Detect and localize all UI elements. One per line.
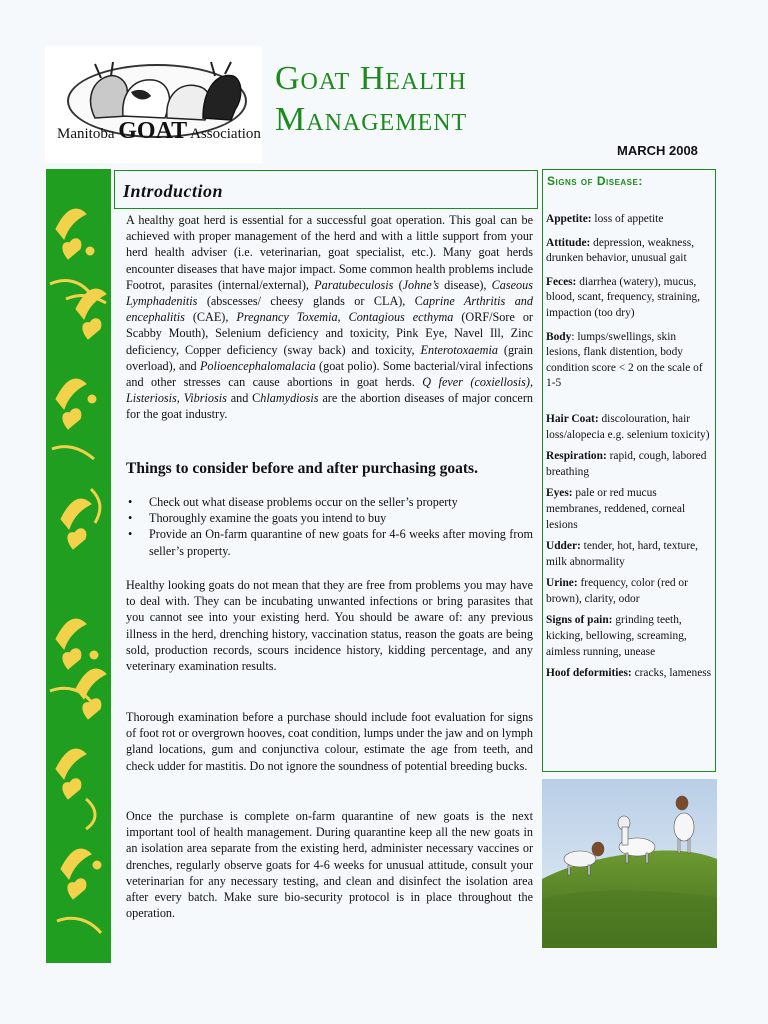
list-item: • Thoroughly examine the goats you intend to buy xyxy=(126,510,533,526)
paragraph-text: Healthy looking goats do not mean that they are free from problems you may have to deal with. They can be incubating unwanted infections or bring parasites that you cannot see into your existing herd. You should be aware of: any previous illness in the herd, drenching history, vaccination status, reason the goats are being sold, production records, scours incidence history, kidding percentage, and any veterinary examination results. xyxy=(126,578,533,674)
text-run: (ORF/Sore or Scabby Mouth), Selenium deficiency and toxicity, Pink Eye, Navel Ill, Zinc deficiency, Copper deficiency (sway back) and toxicity, xyxy=(126,310,533,357)
paragraph-text: Once the purchase is complete on-farm quarantine of new goats is the next important tool of health management. During quarantine keep all the new goats in an isolation area separate from the existing herd, administer necessary vaccines or drenches, regularly observe goats for 4-6 weeks for unusual attitude, consult your veterinarian for any necessary testing, and clean and disinfect the isolation area after every batch. Make sure bio-security protocol is in place throughout the operation. xyxy=(126,809,533,921)
logo-text-main: GOAT xyxy=(118,118,188,144)
sidebar-item-text: discolouration, hair loss/alopecia e.g. selenium toxicity) xyxy=(546,412,710,441)
introduction-text xyxy=(126,212,533,423)
paragraph-examination xyxy=(126,709,533,774)
issue-date: MARCH 2008 xyxy=(617,143,698,158)
introduction-heading: Introduction xyxy=(123,181,224,201)
paragraph-healthy-looking xyxy=(126,577,533,674)
sidebar-item-text: loss of appetite xyxy=(591,213,664,225)
sidebar-item-label: Body xyxy=(546,330,572,343)
goats-on-hill-photo xyxy=(542,779,717,948)
logo-text xyxy=(57,118,261,145)
page-title-line1: Goat Health xyxy=(275,60,467,97)
list-item: • Provide an On-farm quarantine of new goats for 4-6 weeks after moving from seller’s property. xyxy=(126,526,533,558)
sidebar-item-respiration xyxy=(546,449,712,480)
sidebar-item-body xyxy=(546,330,712,392)
logo-text-prefix: Manitoba xyxy=(57,126,115,142)
decorative-side-bar xyxy=(46,169,111,963)
text-run: and C xyxy=(226,391,261,406)
sidebar-item-label: Eyes: xyxy=(546,487,573,500)
sidebar-item-text: cracks, lameness xyxy=(631,667,712,680)
sidebar-item-label: Respiration: xyxy=(546,450,607,463)
italic-term: Polioencephalomalacia xyxy=(199,358,316,373)
sidebar-item-label: Attitude: xyxy=(546,236,591,249)
introduction-heading-box xyxy=(114,170,538,209)
sidebar-item-hoof-deformities xyxy=(546,666,712,682)
goats-photo-image xyxy=(542,779,717,948)
section-heading: Things to consider before and after purchasing goats. xyxy=(126,460,478,477)
sidebar-item-udder xyxy=(546,539,712,570)
italic-term: Pregnancy Toxemia, Contagious ecthyma xyxy=(236,310,454,325)
italic-term: Caseous Lymphadenitis xyxy=(126,277,533,309)
paragraph-quarantine xyxy=(126,808,533,921)
sidebar-item-label: Hoof deformities: xyxy=(546,667,632,680)
text-run: disease), xyxy=(438,277,492,292)
sidebar-item-label: Udder: xyxy=(546,540,581,553)
sidebar-item-urine xyxy=(546,576,712,607)
sidebar-item-label: Urine: xyxy=(546,577,578,590)
sidebar-items xyxy=(546,212,712,682)
sidebar-item-label: Hair Coat: xyxy=(546,412,599,425)
list-item: • Check out what disease problems occur on the seller’s property xyxy=(126,494,533,510)
sidebar-item-text: rapid, cough, labored breathing xyxy=(546,450,707,478)
association-logo xyxy=(45,46,262,163)
introduction-paragraph xyxy=(126,212,533,423)
sidebar-item-appetite xyxy=(546,212,712,228)
sidebar-item-text: tender, hot, hard, texture, milk abnormality xyxy=(546,540,699,568)
sidebar-item-label: Signs of pain: xyxy=(546,614,613,627)
sidebar-item-hair-coat xyxy=(546,412,712,443)
page-title-line2: Management xyxy=(275,101,468,138)
sidebar-item-text: : lumps/swellings, skin lesions, flank distention, body condition score < 2 on the scale of 1-5 xyxy=(546,330,703,390)
italic-term: Paratubeculosis xyxy=(314,277,394,292)
text-run: ( xyxy=(393,277,403,292)
sidebar-item-feces xyxy=(546,275,712,322)
floral-ornament-icon xyxy=(46,169,111,963)
text-run: are the abortion diseases of major concern for the goat industry. xyxy=(126,391,533,422)
purchase-checklist xyxy=(126,494,533,559)
text-run: (grain overload), and xyxy=(126,342,534,373)
italic-term: Q fever (coxiellosis), Listeriosis, Vibriosis xyxy=(126,375,533,406)
italic-term: aprine Arthritis and encephalitis xyxy=(126,294,533,325)
sidebar-item-attitude xyxy=(546,236,712,267)
sidebar-item-text: diarrhea (watery), mucus, blood, scant, frequency, straining, impaction (too dry) xyxy=(546,275,700,319)
sidebar-item-signs-of-pain xyxy=(546,613,712,660)
sidebar-item-label: Appetite: xyxy=(546,213,592,225)
signs-of-disease-sidebar xyxy=(542,169,716,772)
sidebar-item-text: depression, weakness, drunken behavior, unusual gait xyxy=(546,236,695,265)
sidebar-item-text: frequency, color (red or brown), clarity, odor xyxy=(546,577,688,605)
sidebar-item-label: Feces: xyxy=(546,275,577,288)
paragraph-text: Thorough examination before a purchase should include foot evaluation for signs of foot rot or overgrown hooves, coat condition, lumps under the jaw and on lymph gland locations, gum and conjunctiva colour, estimate the age from teeth, and check udder for mastitis. Do not ignore the soundness of potential breeding bucks. xyxy=(126,710,533,773)
italic-term: Johne’s xyxy=(402,277,439,292)
text-run: (CAE), xyxy=(184,310,237,325)
sidebar-item-eyes xyxy=(546,486,712,533)
sidebar-title: Signs of Disease: xyxy=(547,174,643,188)
logo-text-suffix: Association xyxy=(190,126,261,142)
text-run: (abscesses/ cheesy glands or CLA), C xyxy=(197,294,423,309)
sidebar-item-text: grinding teeth, kicking, bellowing, screaming, aimless running, unease xyxy=(546,614,687,658)
sidebar-item-text: pale or red mucus membranes, reddened, corneal lesions xyxy=(546,487,686,531)
page-title xyxy=(275,58,467,140)
text-run: (goat polio). Some bacterial/viral infections and other stresses can cause abortions in goat herds. xyxy=(126,358,533,390)
text-run: A healthy goat herd is essential for a successful goat operation. This goal can be achieved with proper management of the herd and with a little support from your herd health adviser (i.e. veterinarian, goat specialist, etc.). Many goat herds encounter diseases that have major impact. Some common health problems include Footrot, parasites (internal/external), xyxy=(126,213,533,292)
italic-term: hlamydiosis xyxy=(260,391,319,406)
italic-term: Enterotoxaemia xyxy=(420,342,498,357)
